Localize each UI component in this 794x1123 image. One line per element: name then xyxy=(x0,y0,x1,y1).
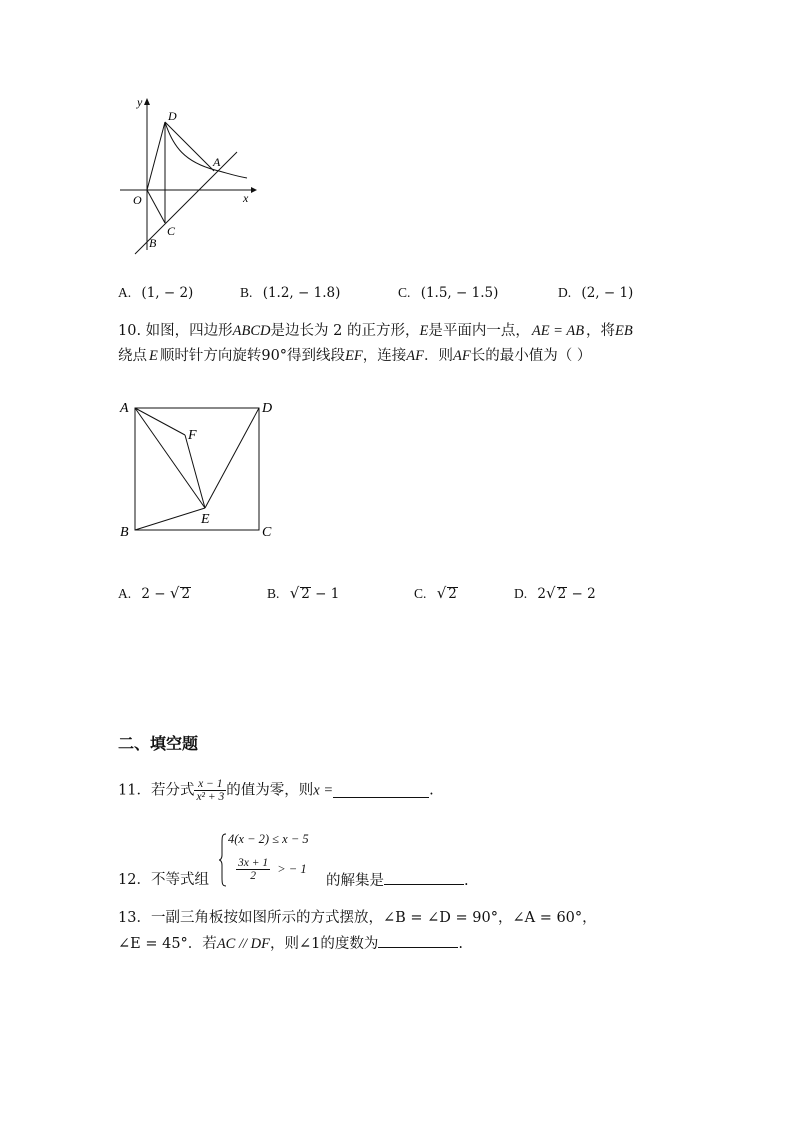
inequality-2 xyxy=(236,857,307,882)
label-b: B xyxy=(120,525,129,540)
radical-icon: √ xyxy=(546,584,556,602)
radicand: 2 xyxy=(557,586,567,602)
inequality-1: 4(x − 2) ≤ x − 5 xyxy=(228,832,309,846)
text: ，将 xyxy=(586,323,616,339)
text: 的解集是 xyxy=(326,873,384,889)
q13-line-2 xyxy=(118,933,463,954)
segment-be xyxy=(135,508,205,530)
math: AF xyxy=(406,348,424,364)
radical-icon: √ xyxy=(289,584,300,602)
label-x: x xyxy=(243,191,249,205)
q10-option-a[interactable] xyxy=(118,584,191,602)
text: 10. 如图，四边形 xyxy=(118,323,233,339)
option-letter: D. xyxy=(558,285,572,300)
answer-blank[interactable] xyxy=(333,783,429,798)
label-b: B xyxy=(149,236,157,250)
label-y: y xyxy=(137,95,143,109)
label-a: A xyxy=(213,155,221,169)
q9-option-a[interactable] xyxy=(118,285,193,301)
label-o: O xyxy=(133,193,142,207)
option-letter: A. xyxy=(118,285,132,300)
numerator: x − 1 xyxy=(194,778,226,791)
text: 是边长为 2 的正方形， xyxy=(270,323,420,339)
radicand: 2 xyxy=(448,586,457,602)
option-value: (1.5, − 1.5) xyxy=(420,285,499,301)
q13-line-1: 13．一副三角板按如图所示的方式摆放，∠B = ∠D = 90°，∠A = 60°， xyxy=(118,910,597,926)
square-abcd xyxy=(135,408,259,530)
text: . xyxy=(429,782,434,799)
q9-option-b[interactable] xyxy=(240,285,340,301)
text: . xyxy=(464,873,469,889)
q10-option-d[interactable] xyxy=(514,584,596,602)
answer-blank[interactable] xyxy=(384,870,464,885)
option-post: − 1 xyxy=(310,586,340,602)
text: ，则∠1的度数为 xyxy=(269,936,379,952)
q10-option-c[interactable] xyxy=(414,584,458,602)
q10-line-2 xyxy=(118,346,591,366)
y-axis-arrow xyxy=(144,98,150,105)
text: 是平面内一点， xyxy=(428,323,530,339)
x-axis-arrow xyxy=(251,187,257,193)
text: ，连接 xyxy=(362,348,407,364)
segment-fe xyxy=(185,435,205,508)
label-c: C xyxy=(262,525,272,540)
text: ∠E = 45°．若 xyxy=(118,936,217,952)
text: . xyxy=(458,936,463,952)
text: 12．不等式组 xyxy=(118,872,209,888)
option-value: (1.2, − 1.8) xyxy=(262,285,341,301)
radicand: 2 xyxy=(301,586,310,602)
math: AF xyxy=(453,348,471,364)
label-f: F xyxy=(188,428,197,443)
denominator: x² + 3 xyxy=(196,791,225,803)
q9-option-c[interactable] xyxy=(398,285,498,301)
text: 长的最小值为（ ） xyxy=(470,348,592,364)
q10-option-b[interactable] xyxy=(267,584,339,602)
label-a: A xyxy=(120,401,129,416)
option-pre: 2 xyxy=(537,586,547,602)
math: AE = AB xyxy=(531,323,585,339)
fraction xyxy=(236,857,270,882)
text: 的值为零，则 xyxy=(226,782,314,799)
segment-ae xyxy=(135,408,205,508)
figure-q9 xyxy=(115,92,265,262)
radical-icon: √ xyxy=(169,584,180,602)
math: EF xyxy=(345,348,363,364)
q12-answer-line xyxy=(326,870,469,891)
text: 顺时针方向旋转90°得到线段 xyxy=(159,348,346,364)
segment-de xyxy=(205,408,259,508)
segment-da xyxy=(165,122,214,171)
option-letter: C. xyxy=(414,586,427,601)
answer-blank[interactable] xyxy=(378,933,458,948)
brace-icon xyxy=(218,833,228,887)
option-letter: A. xyxy=(118,586,132,601)
segment-af xyxy=(135,408,185,435)
radical-icon: √ xyxy=(436,584,447,602)
radicand: 2 xyxy=(181,586,191,602)
math: E xyxy=(149,348,158,364)
option-value: (2, − 1) xyxy=(581,285,634,301)
section-title: 二、填空题 xyxy=(118,734,199,753)
option-letter: B. xyxy=(240,285,253,300)
math: EB xyxy=(615,323,633,339)
label-d: D xyxy=(262,401,273,416)
question-12 xyxy=(118,830,538,892)
text: 绕点 xyxy=(118,348,147,364)
label-d: D xyxy=(168,109,177,123)
figure-q10 xyxy=(115,396,285,544)
option-letter: D. xyxy=(514,586,528,601)
option-value: (1, − 2) xyxy=(141,285,194,301)
denominator: 2 xyxy=(250,870,256,882)
option-pre: 2 − xyxy=(141,586,170,602)
math: E xyxy=(419,323,429,339)
option-letter: B. xyxy=(267,586,280,601)
option-post: − 2 xyxy=(567,586,596,602)
math: AC // DF xyxy=(216,936,270,952)
text: ．则 xyxy=(424,348,453,364)
label-c: C xyxy=(167,224,176,238)
math: x = xyxy=(313,782,334,799)
segment-do xyxy=(147,122,165,190)
segment-oc xyxy=(147,190,165,223)
question-11 xyxy=(118,778,434,803)
text: 11．若分式 xyxy=(118,782,195,799)
q10-line-1 xyxy=(118,321,633,341)
math: ABCD xyxy=(232,323,271,339)
option-letter: C. xyxy=(398,285,411,300)
text: > − 1 xyxy=(277,862,307,876)
hyperbola-curve xyxy=(165,122,247,178)
label-e: E xyxy=(201,512,210,527)
numerator: 3x + 1 xyxy=(238,857,269,869)
q9-option-d[interactable] xyxy=(558,285,633,301)
fraction xyxy=(194,778,226,803)
